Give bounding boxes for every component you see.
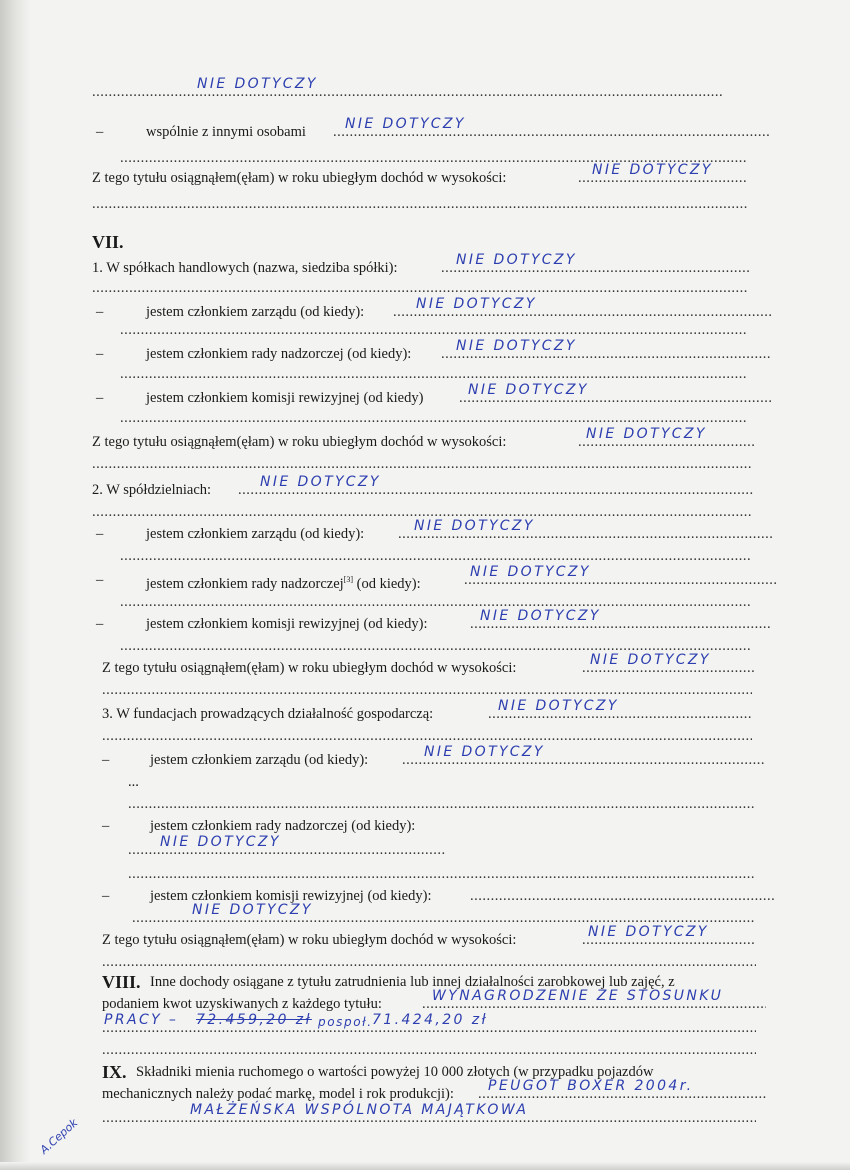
dotted-line-row — [0, 192, 850, 216]
dash: – — [102, 752, 110, 768]
dotted-line-row — [0, 634, 850, 658]
handwritten-answer: PRACY – — [104, 1012, 179, 1028]
income-label: Z tego tytułu osiągnąłem(ęłam) w roku ubiegłym dochód w wysokości: — [92, 434, 507, 450]
dash: – — [96, 390, 104, 406]
handwritten-amount: 71.424,20 zł — [372, 1012, 488, 1028]
field-line — [0, 474, 850, 502]
field-line — [0, 1060, 850, 1084]
sec9-text: Składniki mienia ruchomego o wartości powyżej 10 000 złotych (w przypadku pojazdów — [136, 1064, 654, 1080]
handwritten-signature: A.Cepok — [37, 1116, 81, 1157]
audit-label: jestem członkiem komisji rewizyjnej (od kiedy): — [150, 888, 432, 904]
dotted-line — [128, 862, 754, 886]
dotted-line — [128, 792, 754, 816]
dash: – — [102, 818, 110, 834]
dotted-line — [92, 80, 722, 104]
handwritten-answer: NIE DOTYCZY — [414, 518, 535, 534]
dotted-line-row — [0, 318, 850, 342]
field-line — [0, 76, 850, 104]
dotted-line-row — [0, 1038, 850, 1062]
handwritten-answer: NIE DOTYCZY — [192, 902, 313, 918]
footnote-ref: [3] — [343, 575, 353, 584]
handwritten-answer: NIE DOTYCZY — [160, 834, 281, 850]
dotted-line-row — [0, 590, 850, 614]
dotted-line — [92, 192, 748, 216]
section-ix-heading: IX. — [102, 1062, 127, 1082]
handwritten-answer: NIE DOTYCZY — [456, 338, 577, 354]
dash: – — [96, 526, 104, 542]
field-line — [0, 116, 850, 144]
jointly-label: wspólnie z innymi osobami — [146, 124, 306, 140]
supervisory-label: jestem członkiem rady nadzorczej (od kiedy): — [150, 818, 416, 834]
field-line — [0, 564, 850, 592]
dash: – — [96, 124, 104, 140]
field-line — [0, 744, 850, 772]
dotted-line — [102, 678, 752, 702]
field-line — [0, 1012, 850, 1040]
dotted-line — [120, 362, 748, 386]
dotted-line-row — [0, 862, 850, 886]
field-line — [0, 698, 850, 726]
income-label: Z tego tytułu osiągnąłem(ęłam) w roku ubiegłym dochód w wysokości: — [102, 932, 517, 948]
income-label: Z tego tytułu osiągnąłem(ęłam) w roku ubiegłym dochód w wysokości: — [102, 660, 517, 676]
handwritten-answer: WYNAGRODZENIE ZE STOSUNKU — [432, 988, 724, 1004]
dotted-line — [120, 544, 752, 568]
dash: – — [96, 572, 104, 588]
supervisory-ref-label: jestem członkiem rady nadzorczej[3] (od kiedy): — [146, 575, 421, 592]
dotted-line-row — [0, 452, 850, 476]
scan-bottom-edge — [0, 1162, 850, 1170]
board-label: jestem członkiem zarządu (od kiedy): — [146, 304, 365, 320]
handwritten-answer: PEUGOT BOXER 2004r. — [488, 1078, 694, 1094]
field-line — [0, 518, 850, 546]
handwritten-answer: NIE DOTYCZY — [456, 252, 577, 268]
handwritten-answer: NIE DOTYCZY — [416, 296, 537, 312]
handwritten-answer: NIE DOTYCZY — [498, 698, 619, 714]
handwritten-answer: NIE DOTYCZY — [586, 426, 707, 442]
field-line — [0, 814, 850, 838]
handwritten-answer: NIE DOTYCZY — [197, 76, 318, 92]
dash: – — [96, 616, 104, 632]
dotted-line — [102, 1038, 756, 1062]
field-line — [0, 652, 850, 680]
dotted-line — [120, 590, 752, 614]
sec7-1-label: 1. W spółkach handlowych (nazwa, siedziba spółki): — [92, 260, 398, 276]
handwritten-answer: NIE DOTYCZY — [592, 162, 713, 178]
dotted-line-row — [0, 678, 850, 702]
dotted-line-row — [0, 544, 850, 568]
field-line — [0, 834, 850, 862]
sec7-3-label: 3. W fundacjach prowadzących działalność gospodarczą: — [102, 706, 434, 722]
field-line — [0, 902, 850, 930]
dotted-line — [470, 884, 776, 908]
handwritten-answer: NIE DOTYCZY — [468, 382, 589, 398]
section-vii-heading: VII. — [92, 232, 124, 252]
dotted-line-row — [0, 362, 850, 386]
audit-label: jestem członkiem komisji rewizyjnej (od kiedy) — [146, 390, 424, 406]
handwritten-answer: NIE DOTYCZY — [260, 474, 381, 490]
sec8-text: Inne dochody osiągane z tytułu zatrudnienia lub innej działalności zarobkowej lub zajęć, z — [150, 974, 675, 990]
sec9-text: mechanicznych należy podać markę, model i rok produkcji): — [102, 1086, 454, 1102]
audit-label: jestem członkiem komisji rewizyjnej (od kiedy): — [146, 616, 428, 632]
board-label: jestem członkiem zarządu (od kiedy): — [146, 526, 365, 542]
handwritten-struck-amount: 72.459,20 zł — [196, 1012, 312, 1028]
handwritten-answer: NIE DOTYCZY — [588, 924, 709, 940]
sec7-2-label: 2. W spółdzielniach: — [92, 482, 212, 498]
dotted-line-row — [0, 406, 850, 430]
income-label: Z tego tytułu osiągnąłem(ęłam) w roku ubiegłym dochód w wysokości: — [92, 170, 507, 186]
field-line — [0, 884, 850, 908]
section-viii-heading: VIII. — [102, 972, 141, 992]
field-line — [0, 1102, 850, 1130]
dash: – — [96, 304, 104, 320]
dash: – — [102, 888, 110, 904]
handwritten-answer: NIE DOTYCZY — [470, 564, 591, 580]
field-line — [0, 924, 850, 952]
handwritten-answer: MAŁŻEŃSKA WSPÓLNOTA MAJĄTKOWA — [190, 1102, 529, 1118]
handwritten-answer: NIE DOTYCZY — [345, 116, 466, 132]
dotted-line — [120, 318, 748, 342]
handwritten-note: pospoł. — [318, 1015, 373, 1029]
dotted-line — [92, 452, 752, 476]
section-heading-row — [0, 230, 850, 254]
handwritten-answer: NIE DOTYCZY — [590, 652, 711, 668]
ellipsis-row — [0, 770, 850, 794]
field-line — [0, 426, 850, 454]
dotted-line-row — [0, 792, 850, 816]
ellipsis: ... — [128, 774, 139, 790]
dash: – — [96, 346, 104, 362]
sec8-text: podaniem kwot uzyskiwanych z każdego tytułu: — [102, 996, 382, 1012]
handwritten-answer: NIE DOTYCZY — [480, 608, 601, 624]
field-line — [0, 162, 850, 190]
field-line — [0, 608, 850, 636]
board-label: jestem członkiem zarządu (od kiedy): — [150, 752, 369, 768]
handwritten-answer: NIE DOTYCZY — [424, 744, 545, 760]
supervisory-label: jestem członkiem rady nadzorczej (od kiedy): — [146, 346, 412, 362]
